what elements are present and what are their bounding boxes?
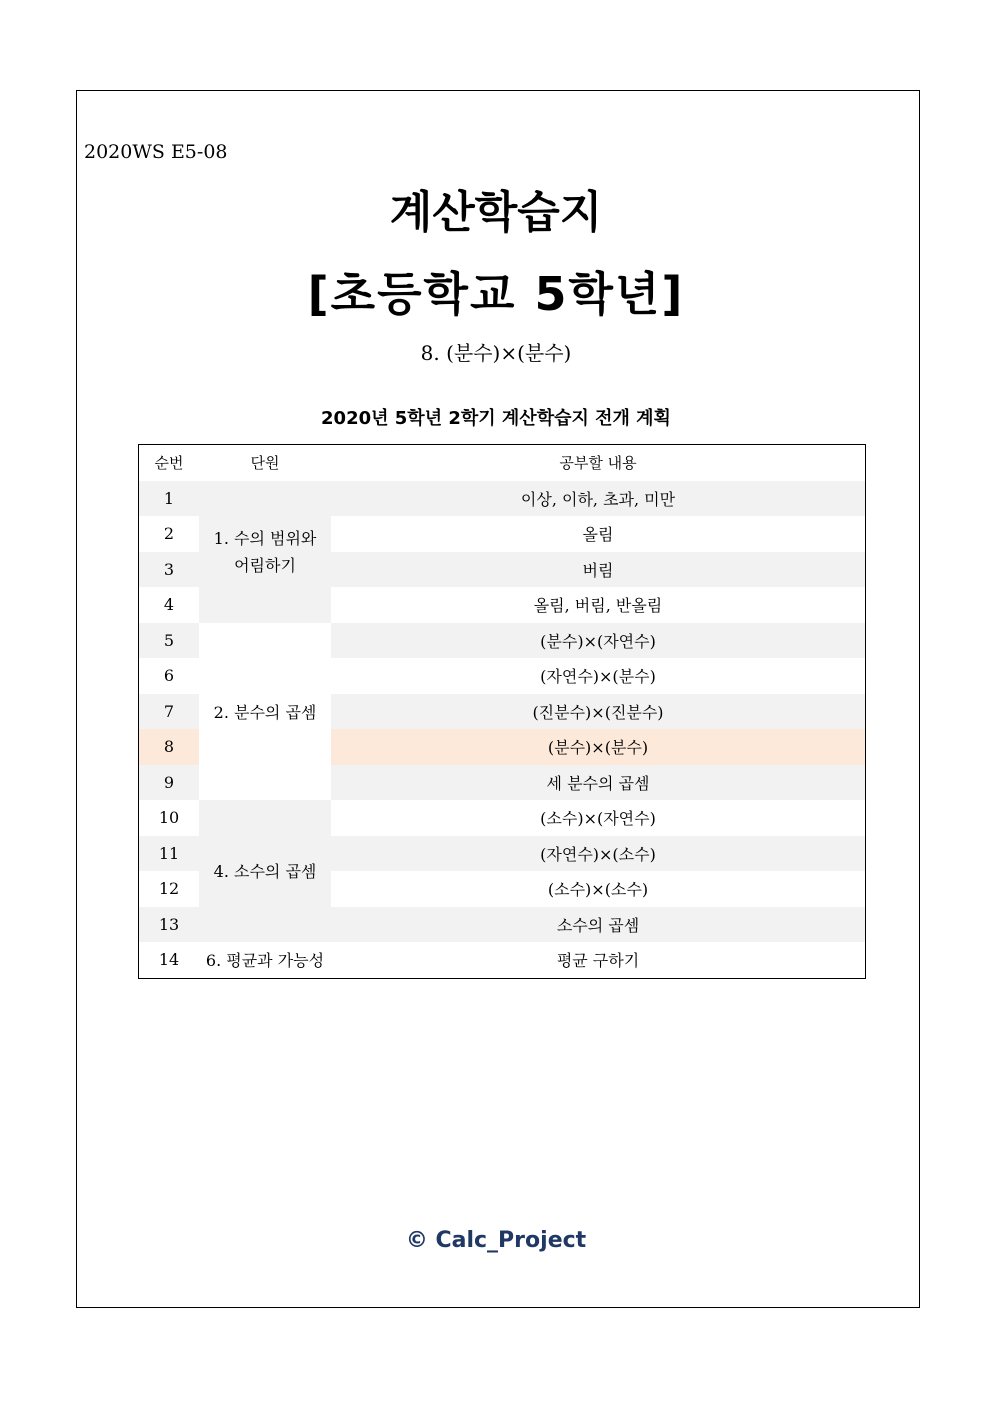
header-content: 공부할 내용 bbox=[559, 454, 637, 473]
row-content: (분수)×(분수) bbox=[331, 729, 866, 765]
row-content: 평균 구하기 bbox=[556, 951, 640, 971]
row-content: (소수)×(소수) bbox=[547, 880, 649, 900]
row-content: 버림 bbox=[331, 552, 866, 588]
table-header-row bbox=[139, 445, 866, 481]
unit-cell: 6. 평균과 가능성 bbox=[205, 951, 325, 971]
row-content: 올림, 버림, 반올림 bbox=[533, 596, 663, 616]
row-number: 9 bbox=[139, 765, 200, 801]
table-row bbox=[139, 942, 866, 978]
row-content: 세 분수의 곱셈 bbox=[331, 765, 866, 801]
row-number: 12 bbox=[158, 879, 180, 899]
unit-label: 어림하기 bbox=[234, 555, 296, 575]
copyright-footer: © Calc_Project bbox=[405, 1228, 587, 1253]
row-number: 3 bbox=[139, 552, 200, 588]
row-number: 8 bbox=[139, 729, 200, 765]
row-number: 7 bbox=[139, 694, 200, 730]
row-content: (소수)×(자연수) bbox=[540, 809, 656, 829]
row-number: 6 bbox=[163, 666, 175, 686]
unit-label: 1. 수의 범위와 bbox=[213, 528, 317, 548]
row-content: (진분수)×(진분수) bbox=[331, 694, 866, 730]
row-number: 13 bbox=[139, 907, 200, 943]
row-content: 올림 bbox=[582, 525, 614, 545]
plan-table bbox=[138, 444, 866, 979]
document-code: 2020WS E5-08 bbox=[84, 141, 228, 163]
row-content: (분수)×(자연수) bbox=[331, 623, 866, 659]
lesson-subtitle: 8. (분수)×(분수) bbox=[420, 341, 572, 365]
header-number: 순번 bbox=[154, 454, 184, 473]
unit-cell: 4. 소수의 곱셈 bbox=[199, 800, 331, 942]
table-row bbox=[139, 800, 866, 836]
row-number: 11 bbox=[139, 836, 200, 872]
grade-title: [초등학교 5학년] bbox=[307, 267, 685, 321]
row-number: 4 bbox=[163, 595, 175, 615]
row-content: 소수의 곱셈 bbox=[331, 907, 866, 943]
row-content: (자연수)×(소수) bbox=[331, 836, 866, 872]
row-content: 이상, 이하, 초과, 미만 bbox=[331, 481, 866, 517]
unit-cell bbox=[199, 481, 331, 623]
row-number: 2 bbox=[163, 524, 175, 544]
table-row bbox=[139, 623, 866, 659]
row-number: 10 bbox=[158, 808, 180, 828]
table-row bbox=[139, 481, 866, 517]
row-number: 1 bbox=[139, 481, 200, 517]
header-unit: 단원 bbox=[250, 454, 280, 473]
worksheet-title: 계산학습지 bbox=[389, 187, 603, 238]
row-number: 14 bbox=[158, 950, 180, 970]
row-number: 5 bbox=[139, 623, 200, 659]
plan-table-title: 2020년 5학년 2학기 계산학습지 전개 계획 bbox=[321, 408, 671, 429]
unit-cell: 2. 분수의 곱셈 bbox=[199, 623, 331, 801]
row-content: (자연수)×(분수) bbox=[540, 667, 656, 687]
